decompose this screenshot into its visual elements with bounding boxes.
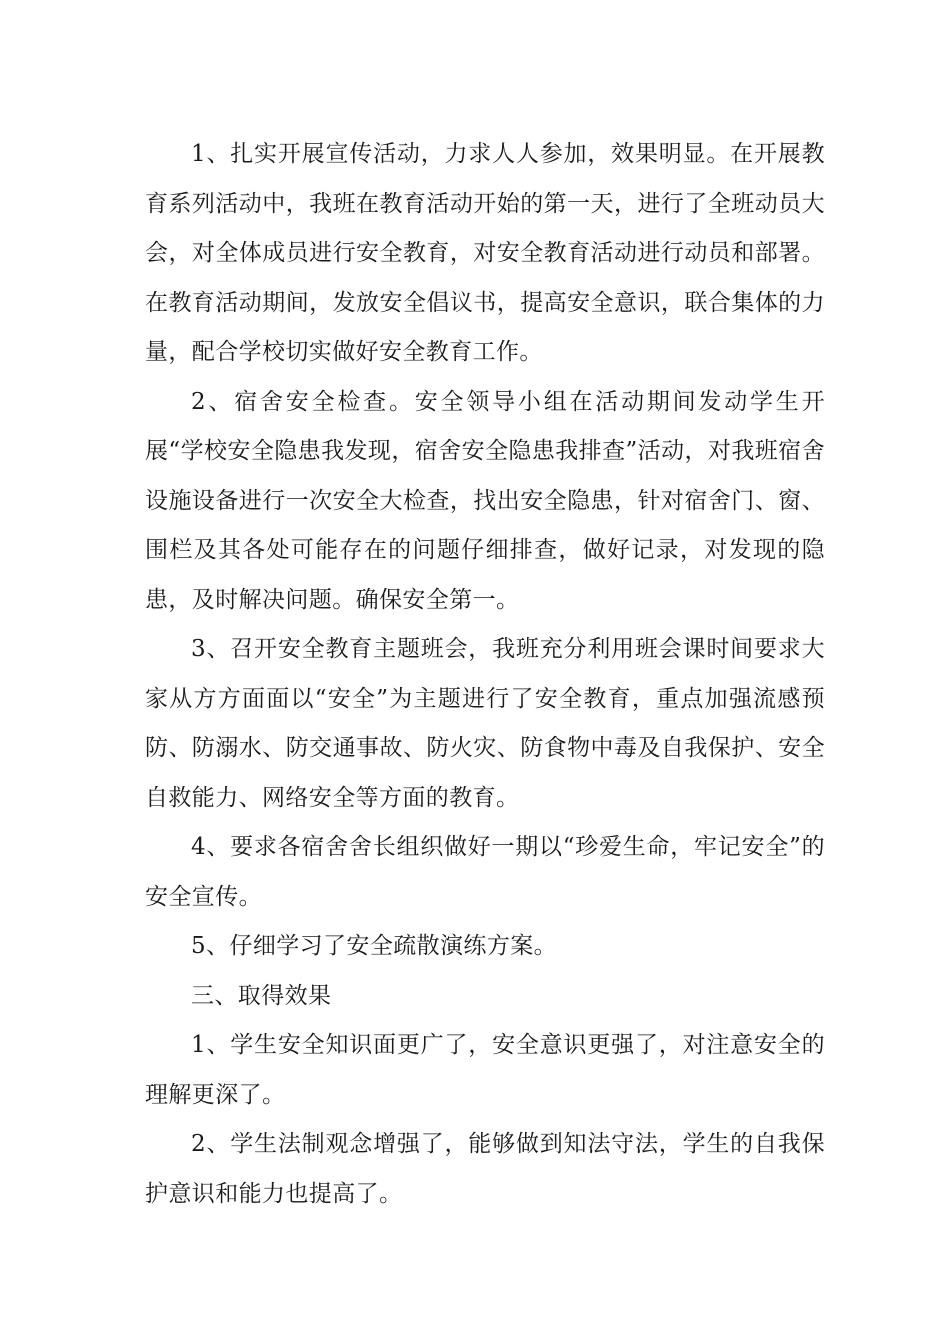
document-page xyxy=(145,130,825,1219)
paragraph-3: 3、召开安全教育主题班会，我班充分利用班会课时间要求大家从方方面面以“安全”为主题进行了安全教育，重点加强流感预防、防溺水、防交通事故、防火灾、防食物中毒及自我保护、安全自救能力、网络安全等方面的教育。 xyxy=(145,636,825,811)
paragraph-6: 1、学生安全知识面更广了，安全意识更强了，对注意安全的理解更深了。 xyxy=(145,1032,825,1108)
paragraph-2: 2、宿舍安全检查。安全领导小组在活动期间发动学生开展“学校安全隐患我发现，宿舍安全隐患我排查”活动，对我班宿舍设施设备进行一次安全大检查，找出安全隐患，针对宿舍门、窗、围栏及其各处可能存在的问题仔细排查，做好记录，对发现的隐患，及时解决问题。确保安全第一。 xyxy=(145,388,825,613)
paragraph-4: 4、要求各宿舍舍长组织做好一期以“珍爱生命，牢记安全”的安全宣传。 xyxy=(145,834,825,910)
paragraph-1: 1、扎实开展宣传活动，力求人人参加，效果明显。在开展教育系列活动中，我班在教育活动开始的第一天，进行了全班动员大会，对全体成员进行安全教育，对安全教育活动进行动员和部署。在教育活动期间，发放安全倡议书，提高安全意识，联合集体的力量，配合学校切实做好安全教育工作。 xyxy=(145,141,825,365)
paragraph-5: 5、仔细学习了安全疏散演练方案。 xyxy=(191,933,558,959)
paragraph-7: 2、学生法制观念增强了，能够做到知法守法，学生的自我保护意识和能力也提高了。 xyxy=(145,1131,825,1207)
section-heading-results: 三、取得效果 xyxy=(191,982,332,1009)
